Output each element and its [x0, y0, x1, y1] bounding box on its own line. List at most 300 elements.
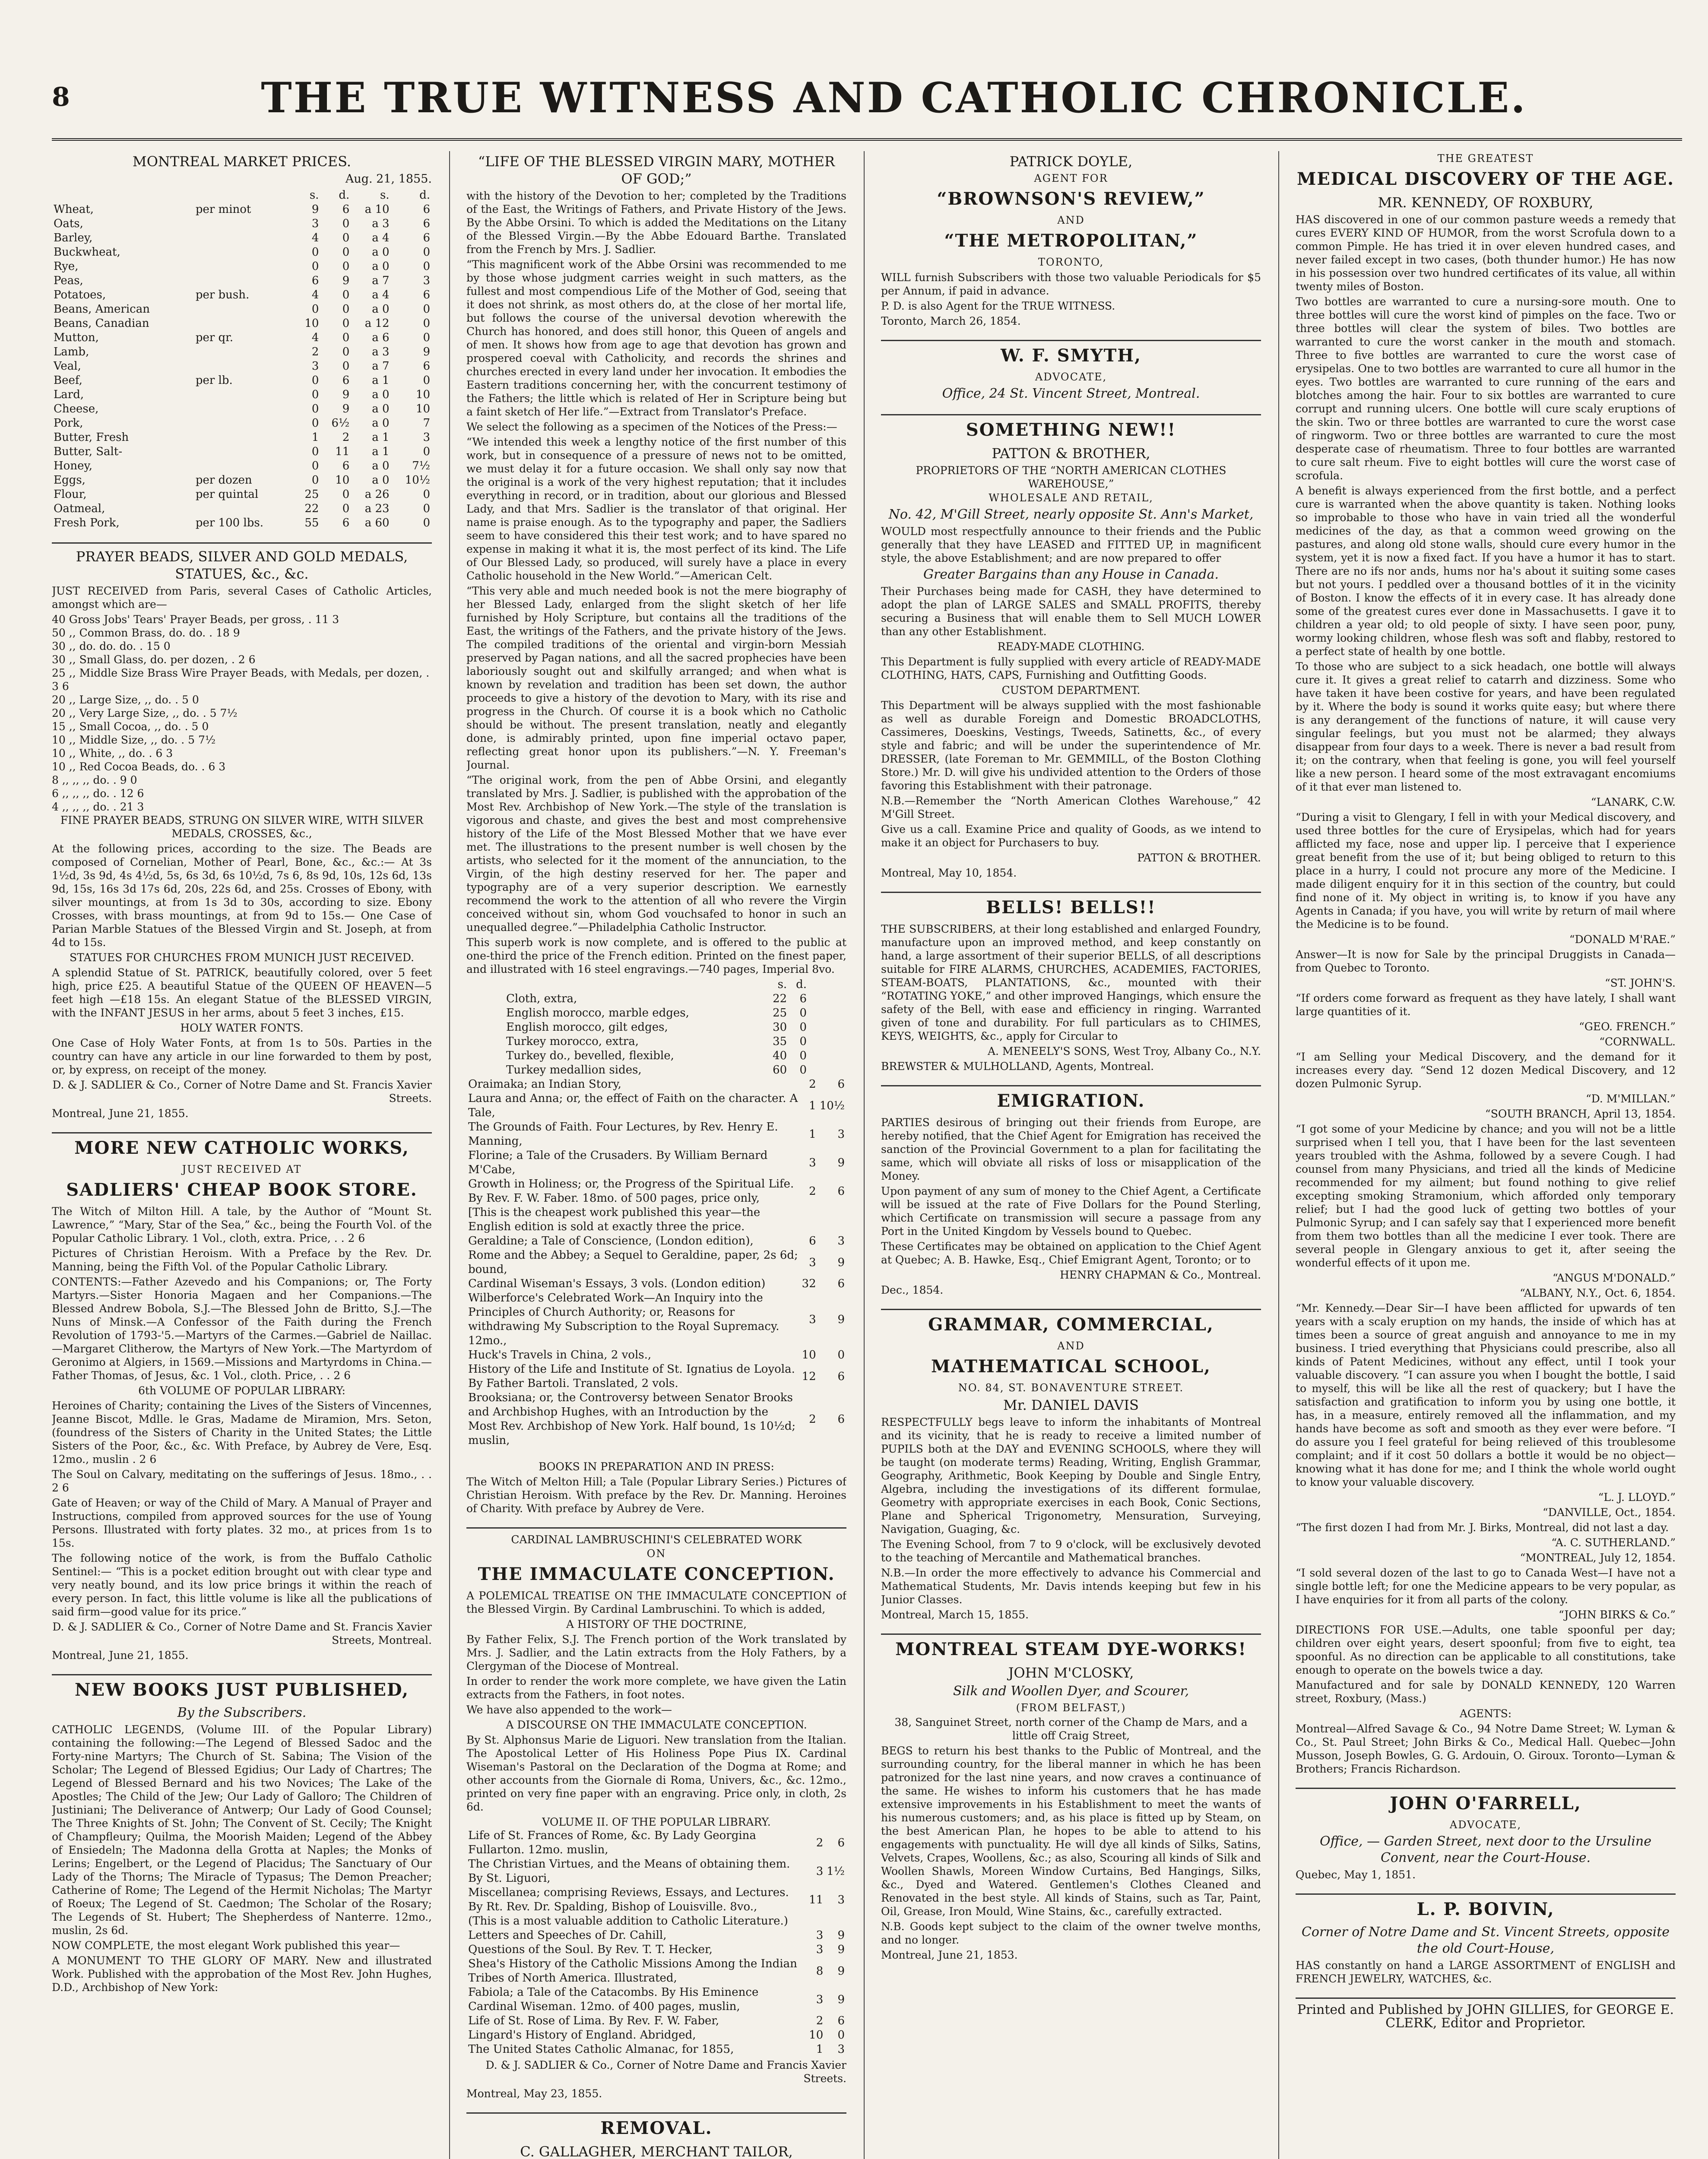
table-row [504, 1063, 808, 1077]
column-1 [52, 151, 432, 2159]
price-shillings: 40 [773, 1049, 787, 1062]
book-pence: 9 [837, 1313, 845, 1326]
market-value: 6 [423, 217, 430, 230]
market-value: 0 [423, 488, 430, 501]
preparation-text: The Witch of Melton Hill; a Tale (Popular Library Series.) Pictures of Christian Heroism. With preface by the Rev. Dr. Manning. Heroines of Charity. With preface by Aubrey de Vere. [466, 1475, 846, 1515]
book-title: Life of St. Rose of Lima. By Rev. F. W. Faber, [468, 2014, 719, 2027]
table-row [466, 1234, 846, 1248]
smyth-title: ADVOCATE, [1035, 371, 1107, 383]
more-works-sub: JUST RECEIVED AT [182, 1163, 302, 1175]
life-text6: “The original work, from the pen of Abbe Orsini, and elegantly translated by Mrs. J. Sadlier, is published with the approbation of the Most Rev. Archbishop of New York.—The style of the translation is vigorous and chaste, and gives the best and most comprehensive history of the Life of the Most Blessed Mother that we have ever met. The illustrations to the present number is well chosen by the artists, who selected for it the moment of the annunciation, to the Virgin, of the high destiny reserved for her. The paper and typography are of a very superior description. We earnestly recommend the work to the attention of all who revere the Virgin conceived without sin, whom God vouchsafed to honor in such an unequalled degree.”—Philadelphia Catholic Instructor. [466, 774, 846, 934]
market-value: 0 [423, 246, 430, 259]
market-value: a 0 [372, 459, 390, 472]
patton-signature: PATTON & BROTHER. [1137, 852, 1261, 864]
market-unit [194, 345, 295, 359]
table-row [52, 359, 432, 374]
table-row [52, 302, 432, 317]
bells-agents: BREWSTER & MULHOLLAND, Agents, Montreal. [881, 1060, 1154, 1073]
testimonial [1296, 1286, 1676, 1504]
market-value: 9 [342, 274, 350, 287]
bells-heading: BELLS! BELLS!! [986, 897, 1156, 918]
market-value: 9 [342, 388, 350, 401]
ready-heading: READY-MADE CLOTHING. [997, 640, 1145, 653]
kennedy-heading: MEDICAL DISCOVERY OF THE AGE. [1296, 169, 1675, 189]
table-row [466, 1928, 846, 1943]
market-header-cell: d. [339, 189, 350, 202]
vol2-date: Montreal, May 23, 1855. [466, 2087, 602, 2100]
new-books-advert [52, 1680, 432, 1994]
school-and: AND [1057, 1340, 1085, 1352]
doyle-text: WILL furnish Subscribers with those two valuable Periodicals for $5 per Annum, if paid in advance. [881, 271, 1261, 297]
book-title: Letters and Speeches of Dr. Cahill, [468, 1929, 667, 1942]
divider [881, 1633, 1261, 1635]
testimonial-text: Answer—It is now for Sale by the principal Druggists in Canada—from Quebec to Toronto. [1296, 948, 1676, 974]
more-works-text2: Pictures of Christian Heroism. With a Preface by the Rev. Dr. Manning, being the Fifth Vol. of the Popular Catholic Library. [52, 1247, 432, 1273]
market-value: a 26 [364, 488, 390, 501]
book-title: Fabiola; a Tale of the Catacombs. By His Eminence Cardinal Wiseman. 12mo. of 400 pages, muslin, [468, 1986, 759, 2013]
divider [881, 414, 1261, 415]
market-value: 6 [342, 203, 350, 216]
life-heading: “LIFE OF THE BLESSED VIRGIN MARY, MOTHER OF GOD;” [478, 153, 835, 187]
book-title: Brooksiana; or, the Controversy between Senator Brooks and Archbishop Hughes, with an Introduction by the Most Rev. Archbishop of New York. Half bound, 1s 10½d; muslin, [468, 1391, 796, 1447]
new-books-text3: A MONUMENT TO THE GLORY OF MARY. New and illustrated Work. Published with the approbation of the Most Rev. John Hughes, D.D., Archbishop of New York: [52, 1954, 432, 1994]
market-value: 10½ [405, 474, 430, 487]
book-title: Shea's History of the Catholic Missions Among the Indian Tribes of North America. Illustrated, [468, 1957, 797, 1985]
market-item: Pork, [54, 417, 83, 430]
price-item: English morocco, marble edges, [506, 1007, 689, 1019]
price-item: Turkey medallion sides, [506, 1064, 642, 1076]
doyle-metro: “THE METROPOLITAN,” [944, 231, 1198, 251]
column-rule [449, 151, 450, 2159]
page-number: 8 [52, 82, 70, 112]
list-item: 20 ,, Very Large Size, ,, do. . 5 7½ [52, 707, 238, 719]
emigration-heading: EMIGRATION. [997, 1091, 1145, 1111]
dye-date: Montreal, June 21, 1853. [881, 1949, 1018, 1961]
list-item: 10 ,, Red Cocoa Beads, do. . 6 3 [52, 760, 226, 773]
life-advert [466, 153, 846, 1448]
table-row [466, 2042, 846, 2057]
market-value: 55 [304, 516, 319, 529]
table-row [466, 1829, 846, 1857]
book-shillings: 2 [809, 1184, 816, 1198]
book-shillings: 3 [816, 1993, 824, 2006]
divider [1296, 1998, 1676, 1999]
market-table [52, 188, 432, 530]
boivin-text: HAS constantly on hand a LARGE ASSORTMENT of ENGLISH and FRENCH JEWELRY, WATCHES, &c. [1296, 1959, 1676, 1985]
school-advert [881, 1314, 1261, 1621]
testimonial-place: “SOUTH BRANCH, April 13, 1854. [1485, 1108, 1676, 1120]
market-item: Peas, [54, 274, 83, 287]
testimonial-signature: “GEO. FRENCH.” [1579, 1020, 1676, 1033]
vol2-list [466, 1829, 846, 2057]
market-item: Fresh Pork, [54, 516, 120, 529]
price-shillings: 35 [773, 1035, 787, 1048]
market-value: 0 [342, 360, 350, 373]
market-item: Buckwheat, [54, 246, 120, 259]
kennedy-manufacturer: Manufactured and for sale by DONALD KENNEDY, 120 Warren street, Roxbury, (Mass.) [1296, 1679, 1676, 1705]
market-value: 0 [311, 303, 319, 316]
ofarrell-title: ADVOCATE, [1449, 1819, 1522, 1831]
book-pence: 9 [837, 1156, 845, 1169]
price-pence: 6 [799, 992, 807, 1005]
more-works-text6: Gate of Heaven; or way of the Child of Mary. A Manual of Prayer and Instructions, compiled from approved sources for the use of Young Persons. Illustrated with forty plates. 32 mo., at prices from 1s to 15s. [52, 1497, 432, 1549]
table-row [466, 1857, 846, 1886]
school-text3: N.B.—In order the more effectively to advance his Commercial and Mathematical Students, Mr. Davis intends keeping but few in his Junior Classes. [881, 1567, 1261, 1606]
more-works-date: Montreal, June 21, 1855. [52, 1649, 189, 1662]
preparation-heading: BOOKS IN PREPARATION AND IN PRESS: [539, 1460, 774, 1473]
statues-text: A splendid Statue of St. PATRICK, beautifully colored, over 5 feet high, price £25. A beautiful Statue of the QUEEN OF HEAVEN—5 feet high —£18 15s. An elegant Statue of the BLESSED VIRGIN, with the INFANT JESUS in her arms, about 5 feet 3 inches, £15. [52, 966, 432, 1019]
new-books-byline: By the Subscribers. [177, 1705, 307, 1720]
market-value: 0 [342, 317, 350, 330]
book-title: The United States Catholic Almanac, for 1855, [468, 2043, 734, 2056]
school-date: Montreal, March 15, 1855. [881, 1608, 1029, 1621]
list-item: 50 ,, Common Brass, do. do. . 18 9 [52, 627, 240, 639]
market-item: Oats, [54, 217, 83, 230]
table-row [504, 1006, 808, 1020]
market-value: 0 [342, 231, 350, 244]
beads-date: Montreal, June 21, 1855. [52, 1107, 189, 1120]
testimonial-signature: “A. C. SUTHERLAND.” [1551, 1536, 1676, 1549]
list-item: 10 ,, Middle Size, ,, do. . 5 7½ [52, 734, 216, 746]
market-value: 9 [342, 402, 350, 415]
market-date: Aug. 21, 1855. [345, 172, 432, 186]
market-item: Beef, [54, 374, 82, 387]
sixth-volume: 6th VOLUME OF POPULAR LIBRARY: [138, 1384, 345, 1397]
price-item: Turkey do., bevelled, flexible, [506, 1049, 674, 1062]
testimonial-place: “LANARK, C.W. [1591, 796, 1676, 808]
testimonial-signature: “JOHN BIRKS & Co.” [1559, 1608, 1676, 1621]
kennedy-name: MR. KENNEDY, OF ROXBURY, [1378, 194, 1594, 211]
vol2-signature: D. & J. SADLIER & Co., Corner of Notre Dame and Francis Xavier Streets. [485, 2059, 846, 2085]
market-item: Butter, Fresh [54, 431, 129, 444]
list-item: 20 ,, Large Size, ,, do. . 5 0 [52, 693, 199, 706]
book-shillings: 3 [809, 1256, 816, 1269]
table-row [52, 431, 432, 445]
statues-heading: STATUES FOR CHURCHES FROM MUNICH JUST RECEIVED. [70, 951, 414, 964]
market-value: 10 [415, 388, 430, 401]
patton-wholesale: WHOLESALE AND RETAIL, [989, 492, 1153, 504]
market-unit: per dozen [195, 474, 252, 487]
testimonial-signature: “L. J. LLOYD.” [1598, 1491, 1676, 1504]
book-list [466, 1077, 846, 1448]
list-item: 25 ,, Middle Size Brass Wire Prayer Beads, with Medals, per dozen, . 3 6 [52, 667, 430, 693]
immaculate-heading: THE IMMACULATE CONCEPTION. [478, 1564, 835, 1584]
table-row [466, 1362, 846, 1391]
price-shillings: 30 [773, 1021, 787, 1034]
book-shillings: 11 [809, 1893, 824, 1906]
list-item: 40 Gross Jobs' Tears' Prayer Beads, per gross, . 11 3 [52, 613, 339, 626]
patton-name: PATTON & BROTHER, [992, 445, 1150, 462]
patton-text3: This Department is fully supplied with every article of READY-MADE CLOTHING, HATS, CAPS, Furnishing and Outfitting Goods. [881, 655, 1261, 681]
market-value: a 3 [372, 345, 390, 358]
market-value: 0 [311, 445, 319, 458]
table-row [52, 317, 432, 331]
school-text1: RESPECTFULLY begs leave to inform the inhabitants of Montreal and its vicinity, that he is ready to receive a limited number of PUPILS both at the DAY and EVENING SCHOOLS, where they will be taught (on moderate terms) Reading, Writing, English Grammar, Geography, Arithmetic, Book Keeping by Double and Single Entry, Algebra, including the investigations of its different formulae, Geometry with appropriate exercises in each Book, Conic Sections, Plane and Spherical Trigonometry, Mensuration, Surveying, Navigation, Guaging, &c. [881, 1416, 1261, 1535]
discourse-heading: A DISCOURSE ON THE IMMACULATE CONCEPTION. [506, 1719, 807, 1731]
market-value: a 0 [372, 388, 390, 401]
market-unit [194, 445, 295, 459]
newspaper-page [52, 65, 1682, 2159]
removal-advert [466, 2118, 846, 2159]
testimonial-place: “MONTREAL, July 12, 1854. [1520, 1551, 1676, 1564]
market-unit: per qr. [195, 331, 234, 344]
book-shillings: 3 [809, 1156, 816, 1169]
dye-trade: Silk and Woollen Dyer, and Scourer, [953, 1684, 1189, 1699]
market-unit [194, 217, 295, 231]
removal-name: C. GALLAGHER, MERCHANT TAILOR, [520, 2143, 793, 2159]
beads-advert [52, 548, 432, 1120]
book-pence: 6 [837, 1078, 845, 1091]
table-row [466, 1206, 846, 1234]
book-shillings: 12 [802, 1370, 816, 1383]
divider [881, 892, 1261, 893]
ofarrell-advert [1296, 1793, 1676, 1881]
book-pence: 6 [837, 2014, 845, 2027]
beads-fine-text: At the following prices, according to the size. The Beads are composed of Cornelian, Mother of Pearl, Bone, &c., &c.:— At 3s 1½d, 3s 9d, 4s 4½d, 5s, 6s 3d, 6s 10½d, 7s 6, 8s 9d, 10s, 12s 6d, 13s 9d, 15s, 16s 3d 17s 6d, 20s, 22s 6d, and 25s. Crosses of Ebony, with silver mountings, at from 1s 3d to 30s, according to size. Ebony Crosses, with brass mountings, at from 9d to 15s.— One Case of Parian Marble Statues of the Blessed Virgin and St. Joseph, at from 4d to 15s. [52, 842, 432, 949]
kennedy-text4: To those who are subject to a sick headach, one bottle will always cure it. It gives a great relief to catarrh and dizziness. Some who have taken it have been costive for years, and have been regulated by it. Where the body is sound it works quite easy; but where there is any derangement of the functions of nature, it will cause very singular feelings, but you must not be alarmed; they always disappear from four days to a week. There is never a bad result from it; on the contrary, when that feeling is gone, you will feel yourself like a new person. I heard some of the most extravagant encomiums of it that ever man listened to. [1296, 660, 1676, 793]
immaculate-text2: By Father Felix, S.J. The French portion of the Work translated by Mrs. J. Sadlier, and the Latin extracts from the Holy Fathers, by a Clergyman of the Diocese of Montreal. [466, 1633, 846, 1672]
new-books-heading: NEW BOOKS JUST PUBLISHED, [74, 1680, 409, 1700]
newspaper-title: THE TRUE WITNESS AND CATHOLIC CHRONICLE. [261, 73, 1527, 122]
more-works-text1: The Witch of Milton Hill. A tale, by the Author of “Mount St. Lawrence,” “Mary, Star of the Sea,” &c., being the Fourth Vol. of the Popular Catholic Library. 1 Vol., cloth, extra. Price, . . 2 6 [52, 1205, 432, 1244]
life-text4: “We intended this week a lengthy notice of the first number of this work, but in consequence of a pressure of news not to be omitted, we must delay it for a future occasion. We shall only say now that the original is a work of the very highest reputation; that it includes everything in record, or in tradition, about our glorious and Blessed Lady, and that Mrs. Sadlier is the translator of that original. Her name is praise enough. As to the typography and paper, the Sadliers seem to have considered this their test work; and to have spared no expense in making it what it is, the most perfect of its kind. The Life of Our Blessed Lady, so produced, will surely have a place in every Catholic household in the New World.”—American Celt. [466, 436, 846, 582]
more-works-signature: D. & J. SADLIER & Co., Corner of Notre Dame and St. Francis Xavier Streets, Montreal. [52, 1621, 432, 1646]
market-value: 0 [423, 502, 430, 515]
market-value: 10 [335, 474, 350, 487]
market-value: a 0 [372, 417, 390, 430]
book-pence: 6 [837, 1370, 845, 1383]
smyth-name: W. F. SMYTH, [1001, 345, 1141, 366]
market-value: 6 [342, 516, 350, 529]
school-heading2: MATHEMATICAL SCHOOL, [931, 1356, 1211, 1377]
market-value: 0 [342, 288, 350, 301]
market-value: 0 [311, 402, 319, 415]
market-item: Lamb, [54, 345, 89, 358]
kennedy-text3: A benefit is always experienced from the first bottle, and a perfect cure is warranted when the above quantity is taken. Nothing looks so improbable to those who have in vain tried all the wonderful medicines of the day, as that a common weed growing on the pastures, and along old stone walls, should cure every humor in the system, yet it is now a fixed fact. If you have a humor it has to start. There are no ifs nor ands, hums nor ha's about it suiting some cases but not yours. I peddled over a thousand bottles of it in the vicinity of Boston. I know the effects of it in every case. It has already done some of the greatest cures ever done in Massachusetts. I gave it to children a year old; to old people of sixty. I have seen poor, puny, wormy looking children, whose flesh was soft and flabby, restored to a perfect state of health by one bottle. [1296, 484, 1676, 658]
divider [52, 1674, 432, 1675]
bells-signature: A. MENEELY'S SONS, West Troy, Albany Co., N.Y. [987, 1045, 1261, 1057]
beads-fine-heading: FINE PRAYER BEADS, STRUNG ON SILVER WIRE, WITH SILVER MEDALS, CROSSES, &c., [60, 814, 424, 840]
market-value: 3 [311, 360, 319, 373]
market-value: 0 [423, 516, 430, 529]
boivin-name: L. P. BOIVIN, [1416, 1899, 1555, 1919]
book-shillings: 3 [816, 1865, 824, 1878]
more-works-text3: CONTENTS:—Father Azevedo and his Companions; or, The Forty Martyrs.—Sister Honoria Magaen and her Companions.—The Blessed Andrew Bobola, S.J.—The Blessed John de Britto, S.J.—The Nuns of Minsk.—A Confessor of the Faith during the French Revolution of 1793-'5.—Martyrs of the Carmes.—Gabriel de Naillac.—Margaret Clitherow, the Martyrs of New York.—The Martyrdom of Geronimo at Algiers, in 1569.—Missions and Martyrdoms in China.—Father Thomas, of Jesus, &c. 1 Vol., cloth. Price, . . 2 6 [52, 1276, 432, 1382]
list-item: 15 ,, Small Cocoa, ,, do. . 5 0 [52, 720, 209, 733]
market-value: 0 [342, 502, 350, 515]
book-pence: 3 [837, 1235, 845, 1247]
price-pence: 0 [799, 1035, 807, 1048]
market-value: 0 [423, 445, 430, 458]
market-unit [194, 402, 295, 416]
book-pence: 3 [837, 2043, 845, 2056]
market-value: 0 [342, 331, 350, 344]
book-shillings: 3 [816, 1943, 824, 1956]
fonts-text: One Case of Holy Water Fonts, at from 1s to 50s. Parties in the country can have any article in our line forwarded to them by post, or, by express, on receipt of the money. [52, 1037, 432, 1076]
patton-text1: WOULD most respectfully announce to their friends and the Public generally that they have LEASED and FITTED UP, in magnificent style, the above Establishment; and are now prepared to offer [881, 525, 1261, 564]
market-value: a 12 [364, 317, 390, 330]
book-pence: 9 [837, 1964, 845, 1978]
market-value: 9 [423, 345, 430, 358]
table-row [504, 1049, 808, 1063]
book-pence: 0 [837, 2029, 845, 2042]
testimonial-text: “I got some of your Medicine by chance; and you will not be a little surprised when I tell you, that I have been for the last seventeen years troubled with the Ashma, followed by a severe Cough. I had counsel from many Physicians, and tried all the kinds of Medicine recommended for my ailment; but found nothing to give relief excepting smoking Stramonium, which afforded only temporary relief; but I had the good luck of getting two bottles of your Pulmonic Syrup; and I can safely say that I experienced more benefit from them two bottles than all the medicine I ever took. There are several people in Glengary anxious to get it, after seeing the wonderful effects of it upon me. [1296, 1123, 1676, 1269]
market-value: 0 [342, 488, 350, 501]
market-item: Eggs, [54, 474, 86, 487]
market-value: 0 [423, 260, 430, 273]
dye-address: 38, Sanguinet Street, north corner of the Champ de Mars, and a little off Craig Street, [894, 1716, 1248, 1742]
market-item: Lard, [54, 388, 84, 401]
table-row [466, 1277, 846, 1291]
market-value: 0 [342, 303, 350, 316]
market-unit [194, 260, 295, 274]
book-shillings: 2 [809, 1078, 816, 1091]
list-item: 30 ,, Small Glass, do. per dozen, . 2 6 [52, 653, 256, 666]
testimonial-text: “During a visit to Glengary, I fell in with your Medical discovery, and used three bottles for the cure of Erysipelas, which had for years afflicted my face, nose and upper lip. I perceive that I experience great benefit from the use of it; but being obliged to return to this place in a hurry, I could not procure any more of the Medicine. I made diligent enquiry for it in this section of the country, but could find none of it. My object in writing is, to know if you have any Agents in Canada; if you have, you will write by return of mail where the Medicine is to be found. [1296, 811, 1676, 931]
agents-heading: AGENTS: [1459, 1707, 1512, 1720]
market-unit [194, 388, 295, 402]
market-value: 0 [311, 374, 319, 387]
emigration-signature: HENRY CHAPMAN & Co., Montreal. [1060, 1269, 1261, 1281]
market-value: 6 [423, 288, 430, 301]
market-unit [194, 416, 295, 431]
market-item: Potatoes, [54, 288, 106, 301]
testimonial-text: “I am Selling your Medical Discovery, and the demand for it increases every day. “Send 12 dozen Medical Discovery, and 12 dozen Pulmonic Syrup. [1296, 1051, 1676, 1090]
market-unit [194, 302, 295, 317]
table-row [466, 2028, 846, 2042]
market-unit [194, 317, 295, 331]
market-unit [194, 245, 295, 260]
testimonial [1296, 1506, 1676, 1549]
market-value: 6 [311, 274, 319, 287]
market-value: 22 [304, 502, 319, 515]
list-item: 10 ,, White, ,, do. . 6 3 [52, 747, 173, 760]
market-value: a 7 [372, 360, 390, 373]
book-title: Laura and Anna; or, the effect of Faith on the character. A Tale, [468, 1092, 798, 1119]
book-shillings: 1 [809, 1127, 816, 1141]
market-value: 7 [423, 417, 430, 430]
table-row [52, 331, 432, 345]
market-value: 3 [423, 431, 430, 444]
kennedy-advert [1296, 152, 1676, 1776]
table-row [466, 1391, 846, 1448]
testimonial-text: “Mr. Kennedy.—Dear Sir—I have been afflicted for upwards of ten years with a scaly eruption on my hands, the inside of which has at times been a source of great anguish and annoyance to me in my business. I tried everything that Physicians could prescribe, also all kinds of Patent Medicines, without any effect, until I took your valuable discovery. “I can assure you when I bought the bottle, I said to myself, this will be like all the rest of quackery; but I have the satisfaction and gratification to inform you by using one bottle, it has, in a measure, entirely removed all the inflammation, and my hands have become as soft and smooth as they ever were before. “I do assure you I feel grateful for being relieved of this troublesome complaint; and if it cost 50 dollars a bottle it would be no object—knowing what it has done for me; and I think the whole world ought to know your valuable discovery. [1296, 1302, 1676, 1488]
market-value: 0 [423, 317, 430, 330]
book-pence: 6 [837, 1277, 845, 1290]
patton-text5: N.B.—Remember the “North American Clothes Warehouse,” 42 M'Gill Street. [881, 795, 1261, 820]
testimonial-place: “ALBANY, N.Y., Oct. 6, 1854. [1520, 1287, 1676, 1299]
table-row [52, 473, 432, 488]
table-row [52, 231, 432, 245]
doyle-agent: AGENT FOR [1034, 172, 1108, 184]
divider [52, 542, 432, 544]
life-text5: “This very able and much needed book is not the mere biography of her Blessed Lady, enlarged from the slight sketch of her life furnished by Holy Scripture, but contains all the traditions of the East, the writings of the Fathers, and the private history of the Jews. The compiled traditions of the oriental and virgin-born Messiah preserved by Pagan nations, and all the sacred prophecies have been laboriously sought out and skilfully arranged; and when what is known by revelation and tradition has been set down, the author proceeds to give a history of the devotion to Mary, with its rise and progress in the Church. Of course it is a book which no Catholic should be without. The present translation, neatly and elegantly done, is admirably printed, upon fine imperial octavo paper, reflecting great honor upon its publishers.”—N. Y. Freeman's Journal. [466, 585, 846, 771]
book-title: Growth in Holiness; or, the Progress of the Spiritual Life. By Rev. F. W. Faber. 18mo. of 500 pages, price only, [468, 1178, 794, 1205]
masthead [52, 65, 1682, 141]
ofarrell-office: Office, — Garden Street, next door to the Ursuline Convent, near the Court-House. [1320, 1834, 1651, 1865]
market-header-cell: d. [419, 189, 430, 202]
market-value: 6 [342, 374, 350, 387]
patton-advert [881, 420, 1261, 880]
dye-text: BEGS to return his best thanks to the Public of Montreal, and the surrounding country, for the liberal manner in which he has been patronized for the last nine years, and now craves a continuance of the same. He wishes to inform his customers that he has made extensive improvements in his Establishment to meet the wants of his numerous customers; and, as his place is fitted up by Steam, on the best American Plan, he hopes to be able to attend to his engagements with punctuality. He will dye all kinds of Silks, Satins, Velvets, Crapes, Woollens, &c.; as also, Scouring all kinds of Silk and Woollen Shawls, Moreen Window Curtains, Bed Hangings, Silks, &c., Dyed and Watered. Gentlemen's Clothes Cleaned and Renovated in the best style. All kinds of Stains, such as Tar, Paint, Oil, Grease, Iron Mould, Wine Stains, &c., carefully extracted. [881, 1744, 1261, 1918]
table-row [52, 402, 432, 416]
market-header-cell: s. [309, 189, 319, 202]
table-row [52, 488, 432, 502]
book-pence: 6 [837, 1412, 845, 1426]
emigration-text1: PARTIES desirous of bringing out their friends from Europe, are hereby notified, that the Chief Agent for Emigration has received the sanction of the Provincial Government to a plan for facilitating the same, which will obviate all risks of loss or misapplication of the Money. [881, 1116, 1261, 1182]
divider [466, 1527, 846, 1529]
book-pence: 1½ [827, 1865, 845, 1878]
patton-text6: Give us a call. Examine Price and quality of Goods, as we intend to make it an object for Purchasers to buy. [881, 823, 1261, 849]
market-item: Oatmeal, [54, 502, 105, 515]
life-text2: “This magnificent work of the Abbe Orsini was recommended to me by those whose judgment carries weight in such matters, as the fullest and most compendious Life of the Mother of God, seeing that it does not shrink, as most others do, at the close of her mortal life, but follows the course of the universal devotion wherewith the Church has honored, and does still honor, this Queen of angels and of men. It shows how from age to age that devotion has grown and prospered coeval with Catholicity, and records the shrines and churches erected in every land under her invocation. It embodies the Eastern traditions concerning her, with the concurrent testimony of the Fathers; the little which is related of Her in Scripture being but a faint sketch of Her life.”—Extract from Translator's Preface. [466, 258, 846, 418]
book-shillings [800, 1206, 818, 1234]
emigration-text3: These Certificates may be obtained on application to the Chief Agent at Quebec; A. B. Hawke, Esq., Chief Emigrant Agent, Toronto; or to [881, 1240, 1261, 1266]
patton-address: No. 42, M'Gill Street, nearly opposite St. Ann's Market, [888, 507, 1254, 522]
book-title: Florine; a Tale of the Crusaders. By William Bernard M'Cabe, [468, 1149, 768, 1176]
market-unit: per minot [195, 203, 251, 216]
market-value: a 10 [364, 203, 390, 216]
market-unit: per 100 lbs. [195, 516, 263, 529]
table-row [52, 260, 432, 274]
market-value: 3 [423, 274, 430, 287]
market-item: Wheat, [54, 203, 94, 216]
table-row [52, 502, 432, 516]
book-shillings: 8 [816, 1964, 824, 1978]
book-title: (This is a most valuable addition to Catholic Literature.) [468, 1915, 788, 1928]
divider [881, 340, 1261, 341]
kennedy-agents: Montreal—Alfred Savage & Co., 94 Notre Dame Street; W. Lyman & Co., St. Paul Street; John Birks & Co., Medical Hall. Quebec—John Musson, Joseph Bowles, G. G. Ardouin, O. Giroux. Toronto—Lyman & Brothers; Francis Richardson. [1296, 1722, 1676, 1775]
book-pence: 9 [837, 1256, 845, 1269]
market-unit [194, 231, 295, 245]
doyle-text2: P. D. is also Agent for the TRUE WITNESS. [881, 300, 1115, 312]
dye-nb: N.B. Goods kept subject to the claim of the owner twelve months, and no longer. [881, 1920, 1261, 1946]
price-pence: 0 [799, 1007, 807, 1019]
removal-heading: REMOVAL. [600, 2118, 713, 2138]
market-value: 6 [423, 360, 430, 373]
boivin-advert [1296, 1899, 1676, 1985]
beads-signature: D. & J. SADLIER & Co., Corner of Notre Dame and St. Francis Xavier Streets. [52, 1079, 432, 1105]
market-value: a 4 [372, 231, 390, 244]
market-value: 0 [342, 260, 350, 273]
table-row [52, 388, 432, 402]
book-shillings [807, 1914, 825, 1928]
market-value: a 0 [372, 260, 390, 273]
market-item: Honey, [54, 459, 92, 472]
price-item: Cloth, extra, [506, 992, 577, 1005]
school-address: NO. 84, ST. BONAVENTURE STREET. [958, 1382, 1184, 1394]
market-header-row [52, 188, 432, 203]
more-works-text7: The following notice of the work, is from the Buffalo Catholic Sentinel:— “This is a pocket edition brought out with clear type and very neatly bound, and its low price brings it within the reach of every person. In fact, this little volume is like all the publications of said firm—good value for its price.” [52, 1552, 432, 1618]
store-name: SADLIERS' CHEAP BOOK STORE. [66, 1180, 418, 1200]
market-unit [194, 274, 295, 288]
dye-from: (FROM BELFAST,) [1016, 1702, 1126, 1714]
table-row [466, 1348, 846, 1362]
book-pence: 6 [837, 1184, 845, 1198]
divider [52, 1132, 432, 1133]
testimonial [1296, 1551, 1676, 1621]
book-pence: 9 [837, 1943, 845, 1956]
prices-header-cell: d. [796, 978, 807, 991]
list-item: 6 ,, ,, ,, do. . 12 6 [52, 787, 144, 800]
market-item: Rye, [54, 260, 79, 273]
immaculate-on: ON [646, 1548, 666, 1560]
market-value: 4 [311, 288, 319, 301]
market-unit [194, 459, 295, 473]
dye-name: JOHN M'CLOSKY, [1008, 1665, 1134, 1681]
school-name: Mr. DANIEL DAVIS [1003, 1397, 1139, 1413]
testimonial-text: “I sold several dozen of the last to go to Canada West—I have not a single bottle left; for one the Medicine appears to be very popular, as I have enquiries for it from all parts of the colony. [1296, 1567, 1676, 1606]
